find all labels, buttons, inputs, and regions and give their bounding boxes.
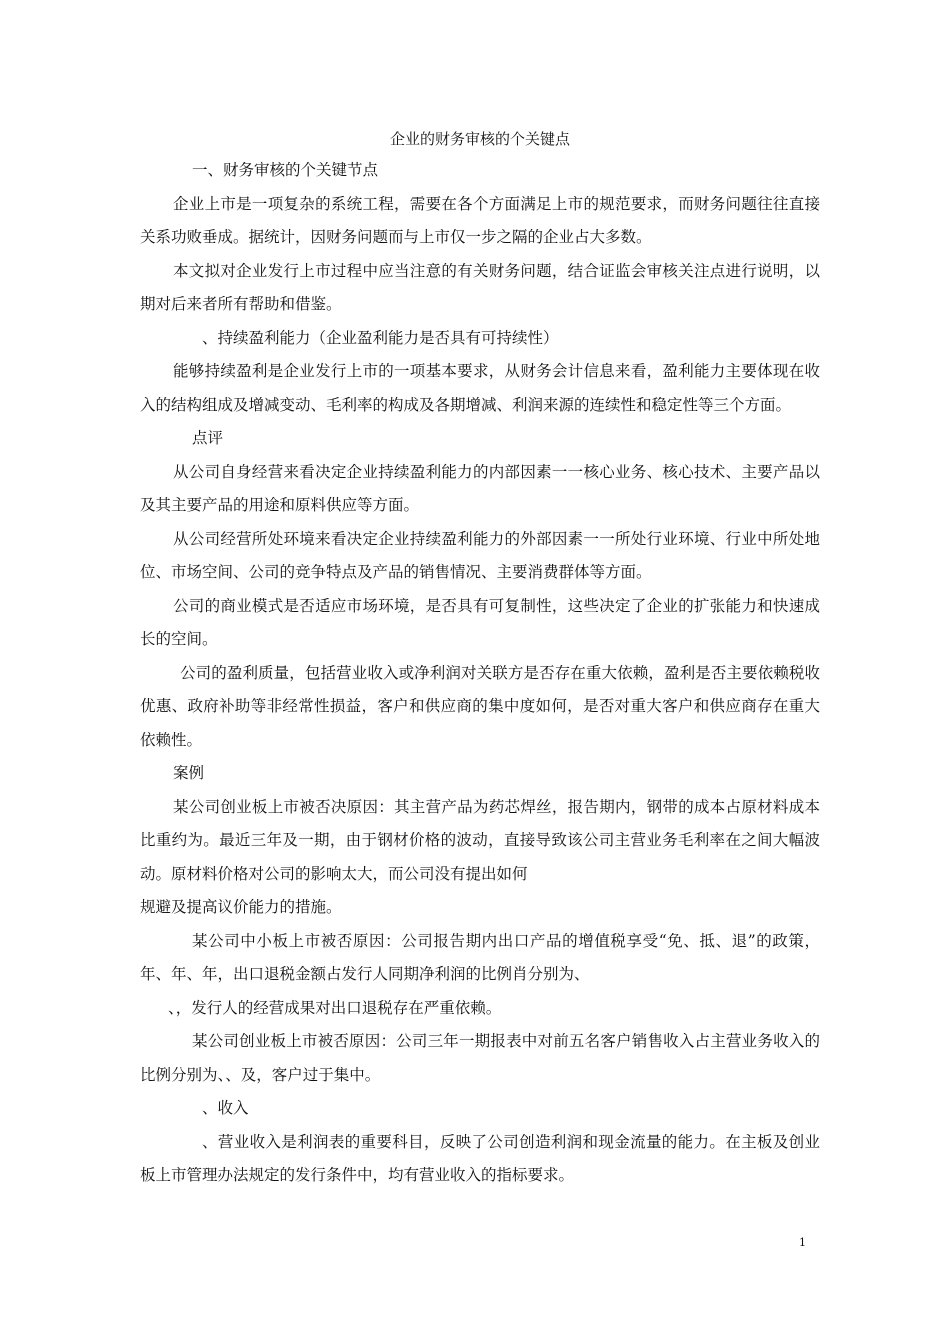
comment-heading: 点评 (192, 429, 224, 447)
paragraph-business-model: 公司的商业模式是否适应市场环境，是否具有可复制性，这些决定了企业的扩张能力和快速成长的空间。 (140, 596, 820, 648)
subsection-heading-profitability: 、持续盈利能力（企业盈利能力是否具有可持续性） (202, 328, 559, 347)
paragraph-internal-factors: 从公司自身经营来看决定企业持续盈利能力的内部因素一一核心业务、核心技术、主要产品以及其主要产品的用途和原料供应等方面。 (140, 462, 820, 514)
paragraph-profitability: 能够持续盈利是企业发行上市的一项基本要求，从财务会计信息来看，盈利能力主要体现在收入的结构组成及增减变动、毛利率的构成及各期增减、利润来源的连续性和稳定性等三个方面。 (140, 362, 820, 414)
paragraph-revenue: 、营业收入是利润表的重要科目，反映了公司创造利润和现金流量的能力。在主板及创业板上市管理办法规定的发行条件中，均有营业收入的指标要求。 (140, 1132, 820, 1184)
document-body (140, 128, 820, 1193)
paragraph-case-3: 某公司创业板上市被否原因：公司三年一期报表中对前五名客户销售收入占主营业务收入的比例分别为、、及，客户过于集中。 (140, 1032, 820, 1084)
paragraph-case-1-continued: 规避及提高议价能力的措施。 (140, 898, 342, 916)
paragraph-case-2-continued: 、，发行人的经营成果对出口退税存在严重依赖。 (168, 998, 502, 1017)
subsection-heading-revenue: 、收入 (202, 1099, 249, 1117)
paragraph-external-factors: 从公司经营所处环境来看决定企业持续盈利能力的外部因素一一所处行业环境、行业中所处地位、市场空间、公司的竞争特点及产品的销售情况、主要消费群体等方面。 (140, 529, 820, 581)
paragraph-profit-quality: 公司的盈利质量，包括营业收入或净利润对关联方是否存在重大依赖，盈利是否主要依赖税收优惠、政府补助等非经常性损益，客户和供应商的集中度如何，是否对重大客户和供应商存在重大依赖性。 (140, 663, 820, 749)
case-heading: 案例 (173, 764, 205, 782)
paragraph-purpose: 本文拟对企业发行上市过程中应当注意的有关财务问题，结合证监会审核关注点进行说明，以期对后来者所有帮助和借鉴。 (140, 261, 820, 313)
paragraph-intro: 企业上市是一项复杂的系统工程，需要在各个方面满足上市的规范要求，而财务问题往往直接关系功败垂成。据统计，因财务问题而与上市仅一步之隔的企业占大多数。 (140, 194, 820, 246)
paragraph-case-1: 某公司创业板上市被否决原因：其主营产品为药芯焊丝，报告期内，钢带的成本占原材料成本比重约为。最近三年及一期，由于钢材价格的波动，直接导致该公司主营业务毛利率在之间大幅波动。原材料价格对公司的影响太大，而公司没有提出如何 (140, 797, 820, 883)
section-heading-1: 一、财务审核的个关键节点 (192, 161, 379, 179)
document-title: 企业的财务审核的个关键点 (389, 130, 570, 148)
paragraph-case-2: 某公司中小板上市被否原因：公司报告期内出口产品的增值税享受“免、抵、退”的政策，年、年、年，出口退税金额占发行人同期净利润的比例肖分别为、 (140, 931, 820, 983)
page-number: 1 (799, 1236, 806, 1249)
